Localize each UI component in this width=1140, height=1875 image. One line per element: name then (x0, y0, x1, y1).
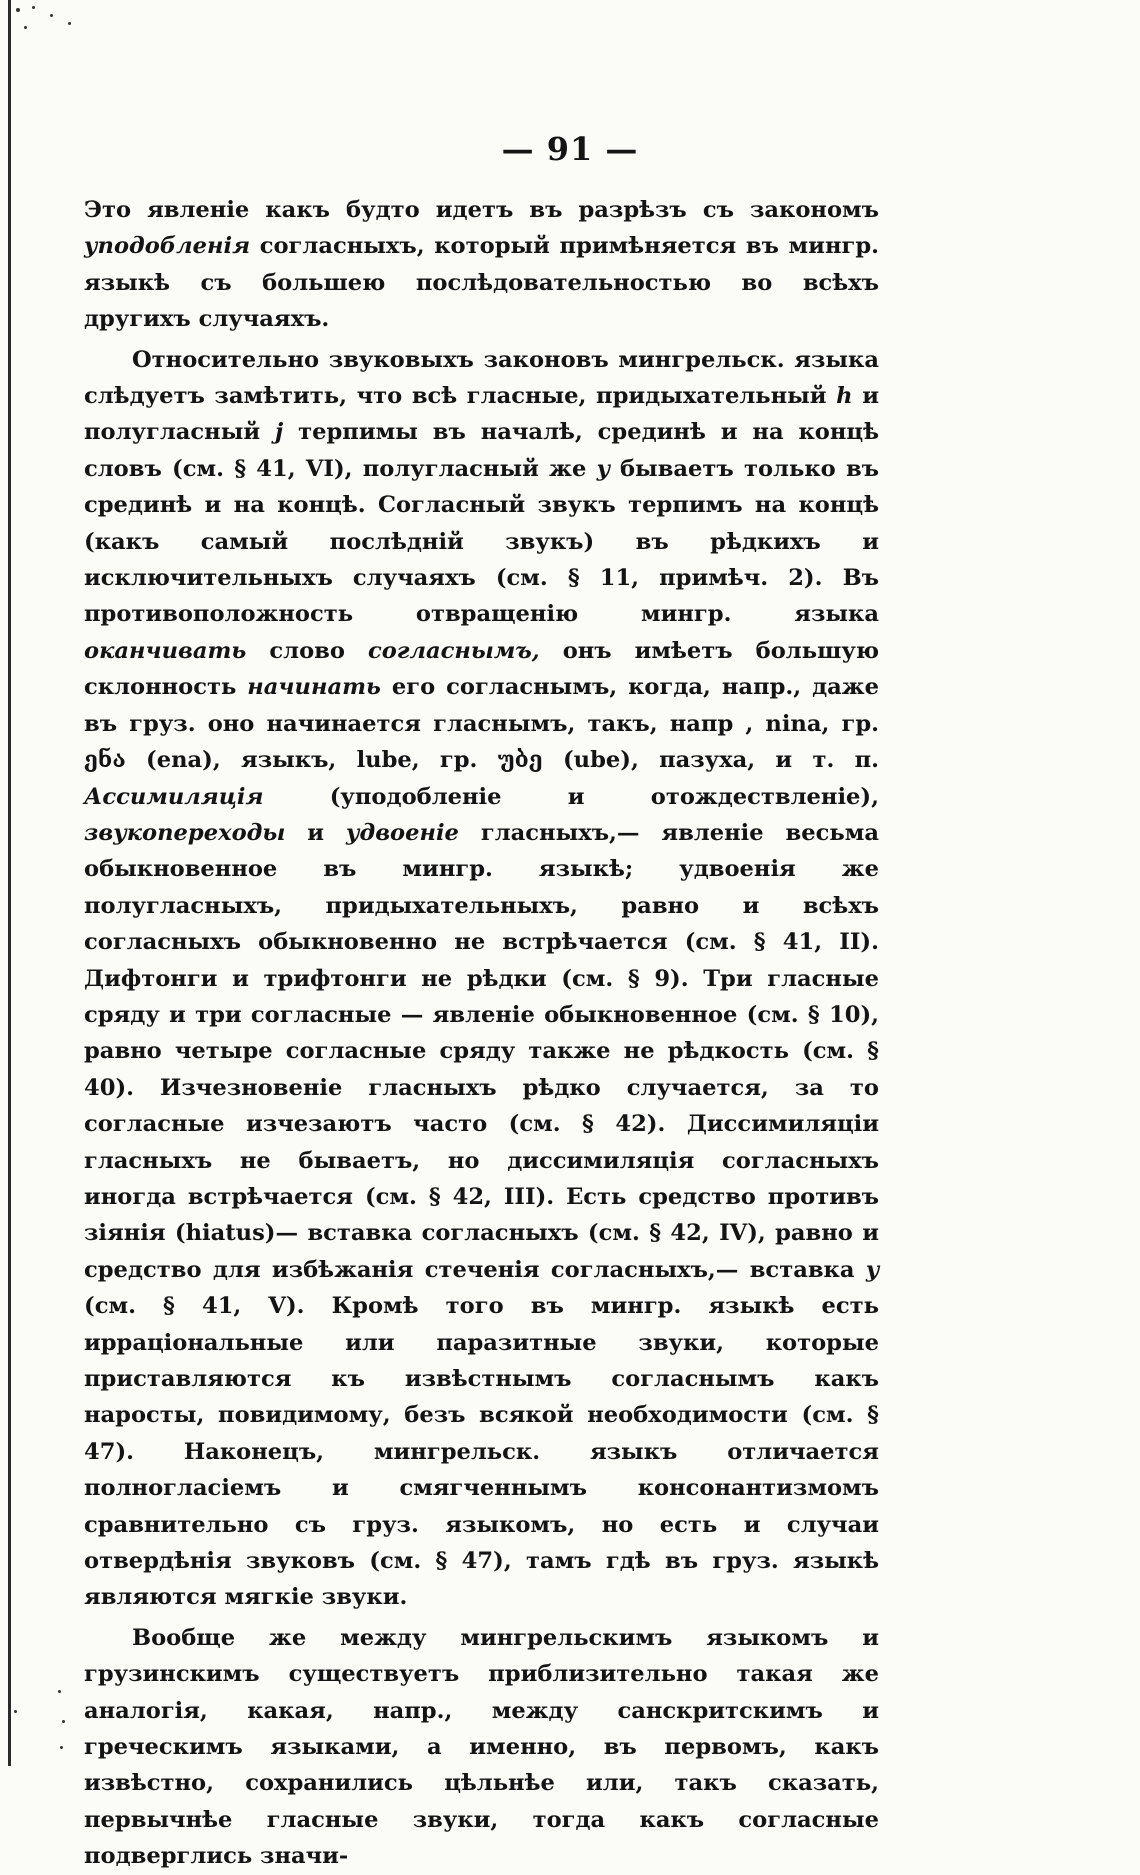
text-run: бываетъ только въ срединѣ и на концѣ. Согласный звукъ терпимъ на концѣ (какъ самый послѣдній звукъ) въ рѣдкихъ и исключительныхъ случаяхъ (см. § 11, примѣч. 2). Въ противоположность отвращенію мингр. языка (84, 455, 879, 628)
italic-term: Ассимиляція (84, 783, 264, 810)
italic-term: y (865, 1256, 879, 1283)
paragraph-1 (84, 192, 879, 338)
text-run: Относительно звуковыхъ законовъ мингрельск. языка слѣдуетъ замѣтить, что всѣ гласные, придыхательный (84, 346, 879, 410)
italic-term: удвоеніе (346, 819, 459, 846)
text-run: (см. § 41, V). Кромѣ того въ мингр. языкѣ есть ирраціональные или паразитные звуки, которые приставляются къ извѣстнымъ согласнымъ какъ наросты, повидимому, безъ всякой необходимости (см. § 47). Наконецъ, мингрельск. языкъ отличается полногласіемъ и смягченнымъ консонантизмомъ сравнительно съ груз. языкомъ, но есть и случаи отвердѣнія звуковъ (см. § 47), тамъ гдѣ въ груз. языкѣ являются мягкіе звуки. (84, 1293, 879, 1611)
page-body-text (84, 192, 879, 1875)
scan-specks-top (10, 4, 80, 44)
italic-term: j (275, 419, 284, 446)
text-run: слово (246, 637, 368, 664)
text-run: гласныхъ,— явленіе весьма обыкновенное въ мингр. языкѣ; удвоенія же полугласныхъ, придыхательныхъ, равно и всѣхъ согласныхъ обыкновенно не встрѣчается (см. § 41, II). Дифтонги и трифтонги не рѣдки (см. § 9). Три гласные сряду и три согласные — явленіе обыкновенное (см. § 10), равно четыре согласные сряду также не рѣдкость (см. § 40). Изчезновеніе гласныхъ рѣдко случается, за то согласные изчезаютъ часто (см. § 42). Диссимиляціи гласныхъ не бываетъ, но диссимиляція согласныхъ иногда встрѣчается (см. § 42, III). Есть средство противъ зіянія (hiatus)— вставка согласныхъ (см. § 42, IV), равно и средство для избѣжанія стеченія согласныхъ,— вставка (84, 819, 879, 1283)
italic-term: начинать (247, 674, 381, 701)
italic-term: оканчивать (84, 637, 247, 664)
text-run: его согласнымъ, когда, напр., даже въ груз. оно начинается гласнымъ, такъ, напр , nina, гр. ენა (ena), языкъ, lube, гр. უბე (ube), пазуха, и т. п. (84, 674, 879, 774)
italic-term: h (836, 383, 853, 410)
text-run: Это явленіе какъ будто идетъ въ разрѣзъ съ закономъ (84, 197, 879, 223)
text-run: и (285, 819, 346, 846)
italic-term: y (596, 455, 610, 482)
text-run: согласныхъ, который примѣняется въ мингр. языкѣ съ большею послѣдовательностью во всѣхъ другихъ случаяхъ. (84, 233, 879, 333)
page-number: — 91 — (501, 130, 639, 168)
paragraph-3 (84, 1620, 879, 1875)
paragraph-2 (84, 342, 879, 1616)
text-run: онъ имѣетъ большую склонность (84, 637, 879, 701)
scan-specks-bottom (10, 1680, 80, 1760)
italic-term: звукопереходы (84, 819, 286, 846)
text-run: Вообще же между мингрельскимъ языкомъ и грузинскимъ существуетъ приблизительно такая же аналогія, какая, напр., между санскритскимъ и греческимъ языками, а именно, въ первомъ, какъ извѣстно, сохранились цѣльнѣе или, такъ сказать, первычнѣе гласные звуки, тогда какъ согласные подверглись значи- (84, 1624, 879, 1870)
text-run: терпимы въ началѣ, срединѣ и на концѣ словъ (см. § 41, VI), полугласный же (84, 419, 879, 482)
page-binding-edge (8, 0, 11, 1766)
italic-term: уподобленія (84, 233, 251, 260)
italic-term: согласнымъ, (367, 637, 540, 664)
text-run: и полугласный (84, 383, 879, 446)
text-run: (уподобленіе и отождествленіе), (263, 783, 879, 810)
